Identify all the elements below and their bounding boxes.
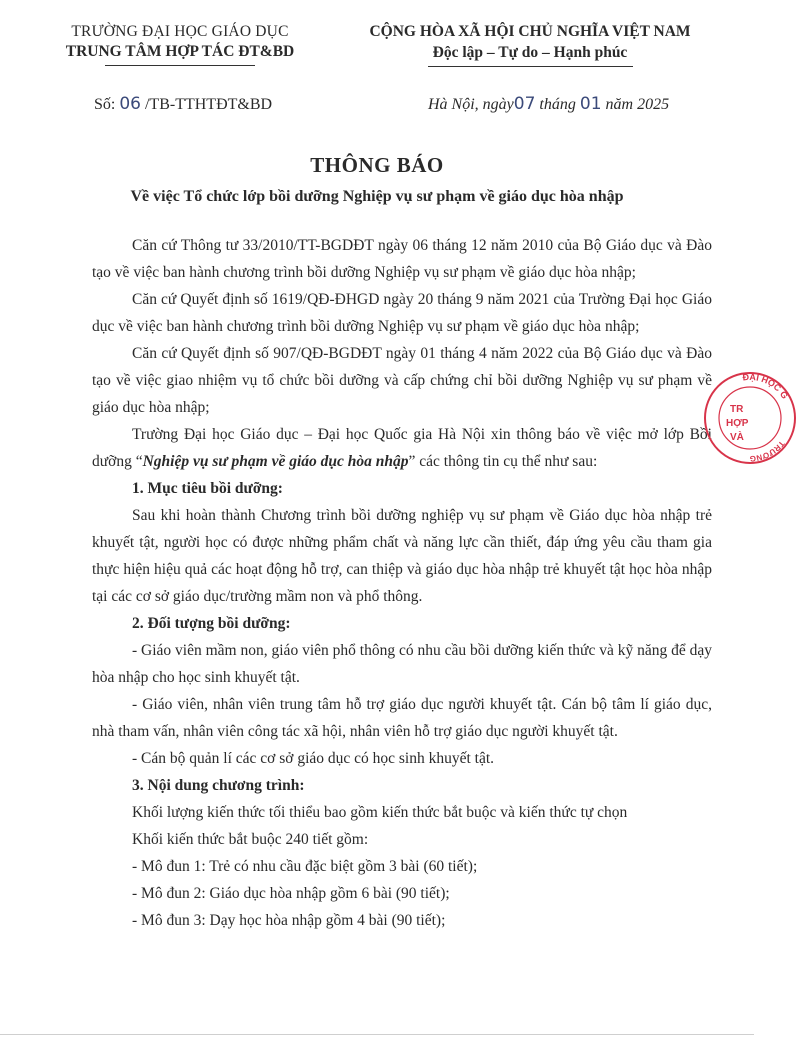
intro-emphasis: Nghiệp vụ sư phạm về giáo dục hòa nhập xyxy=(142,453,409,470)
section-3-line: Khối lượng kiến thức tối thiểu bao gồm kiến thức bắt buộc và kiến thức tự chọn xyxy=(132,804,628,821)
date-month-handwritten: 01 xyxy=(579,94,602,114)
section-3-line: Khối kiến thức bắt buộc 240 tiết gồm: xyxy=(132,831,369,848)
section-2-item: - Giáo viên, nhân viên trung tâm hỗ trợ giáo dục người khuyết tật. Cán bộ tâm lí giáo dục, nhà tham vấn, nhân viên công tác xã hội, nhân viên hỗ trợ giáo dục người khuyết tật. xyxy=(92,696,712,740)
section-1-text: Sau khi hoàn thành Chương trình bồi dưỡng nghiệp vụ sư phạm về Giáo dục hòa nhập trẻ khuyết tật, người học có được những phẩm chất và năng lực cần thiết, đáp ứng yêu cầu tham gia thực hiện hiệu quả các hoạt động hỗ trợ, can thiệp và giáo dục hòa nhập trẻ khuyết tật học hòa nhập tại các cơ sở giáo dục/trường mầm non và phổ thông. xyxy=(92,507,712,605)
section-3-heading: 3. Nội dung chương trình: xyxy=(132,777,305,794)
national-motto: Độc lập – Tự do – Hạnh phúc xyxy=(432,44,628,61)
date-year: năm 2025 xyxy=(601,96,670,113)
document-title: THÔNG BÁO xyxy=(310,153,444,177)
date-place: Hà Nội, ngày xyxy=(428,96,514,113)
issue-date xyxy=(428,94,669,114)
document-number-handwritten: 06 xyxy=(119,94,141,114)
section-2-item: - Giáo viên mầm non, giáo viên phổ thông có nhu cầu bồi dưỡng kiến thức và kỹ năng để dạy hòa nhập cho học sinh khuyết tật. xyxy=(92,642,712,686)
section-2-item: - Cán bộ quản lí các cơ sở giáo dục có học sinh khuyết tật. xyxy=(132,750,495,767)
basis-paragraph-3: Căn cứ Quyết định số 907/QĐ-BGDĐT ngày 01 tháng 4 năm 2022 của Bộ Giáo dục và Đào tạo về việc giao nhiệm vụ tổ chức bồi dưỡng và cấp chứng chỉ bồi dưỡng Nghiệp vụ sư phạm về giáo dục hòa nhập; xyxy=(92,345,712,416)
national-header xyxy=(345,22,715,67)
intro-text-before: Trường Đại học Giáo dục – Đại học Quốc gia Hà Nội xin thông báo về việc mở lớp Bồi dưỡng “ xyxy=(92,426,712,470)
header-left-underline xyxy=(105,65,255,66)
document-number-prefix: Số: xyxy=(94,96,120,113)
intro-paragraph xyxy=(92,421,712,475)
section-1-heading: 1. Mục tiêu bồi dưỡng: xyxy=(132,480,283,497)
organization-header xyxy=(60,22,300,66)
module-item: - Mô đun 1: Trẻ có nhu cầu đặc biệt gồm 3 bài (60 tiết); xyxy=(132,858,478,875)
stamp-inner-2: HỢP xyxy=(726,418,749,429)
header-right-underline xyxy=(428,66,633,67)
document-body xyxy=(92,232,712,934)
center-name: TRUNG TÂM HỢP TÁC ĐT&BD xyxy=(65,43,295,60)
stamp-ring-text-2: TRƯỜNG xyxy=(749,439,787,464)
university-name: TRƯỜNG ĐẠI HỌC GIÁO DỤC xyxy=(71,23,289,40)
document-number-suffix: /TB-TTHTĐT&BD xyxy=(140,96,273,113)
date-day-handwritten: 07 xyxy=(513,94,536,114)
stamp-inner-3: VÀ xyxy=(730,432,744,443)
stamp-inner-1: TR xyxy=(730,404,744,415)
section-2-heading: 2. Đối tượng bồi dưỡng: xyxy=(132,615,291,632)
module-item: - Mô đun 2: Giáo dục hòa nhập gồm 6 bài (90 tiết); xyxy=(132,885,450,902)
intro-text-after: ” các thông tin cụ thể như sau: xyxy=(408,453,598,470)
document-number xyxy=(94,94,272,114)
scan-bottom-edge xyxy=(0,1034,754,1035)
nation-name: CỘNG HÒA XÃ HỘI CHỦ NGHĨA VIỆT NAM xyxy=(369,23,691,40)
basis-paragraph-2: Căn cứ Quyết định số 1619/QĐ-ĐHGD ngày 20 tháng 9 năm 2021 của Trường Đại học Giáo dục về việc ban hành chương trình bồi dưỡng Nghiệp vụ sư phạm về giáo dục hòa nhập; xyxy=(92,291,712,335)
official-stamp-icon xyxy=(700,368,800,468)
basis-paragraph-1: Căn cứ Thông tư 33/2010/TT-BGDĐT ngày 06 tháng 12 năm 2010 của Bộ Giáo dục và Đào tạo về việc ban hành chương trình bồi dưỡng Nghiệp vụ sư phạm về giáo dục hòa nhập; xyxy=(92,237,712,281)
date-month-label: tháng xyxy=(535,96,580,113)
stamp-ring-text: ĐẠI HỌC G xyxy=(742,371,791,401)
document-subtitle: Về việc Tổ chức lớp bồi dưỡng Nghiệp vụ sư phạm về giáo dục hòa nhập xyxy=(130,188,624,205)
module-item: - Mô đun 3: Dạy học hòa nhập gồm 4 bài (90 tiết); xyxy=(132,912,446,929)
